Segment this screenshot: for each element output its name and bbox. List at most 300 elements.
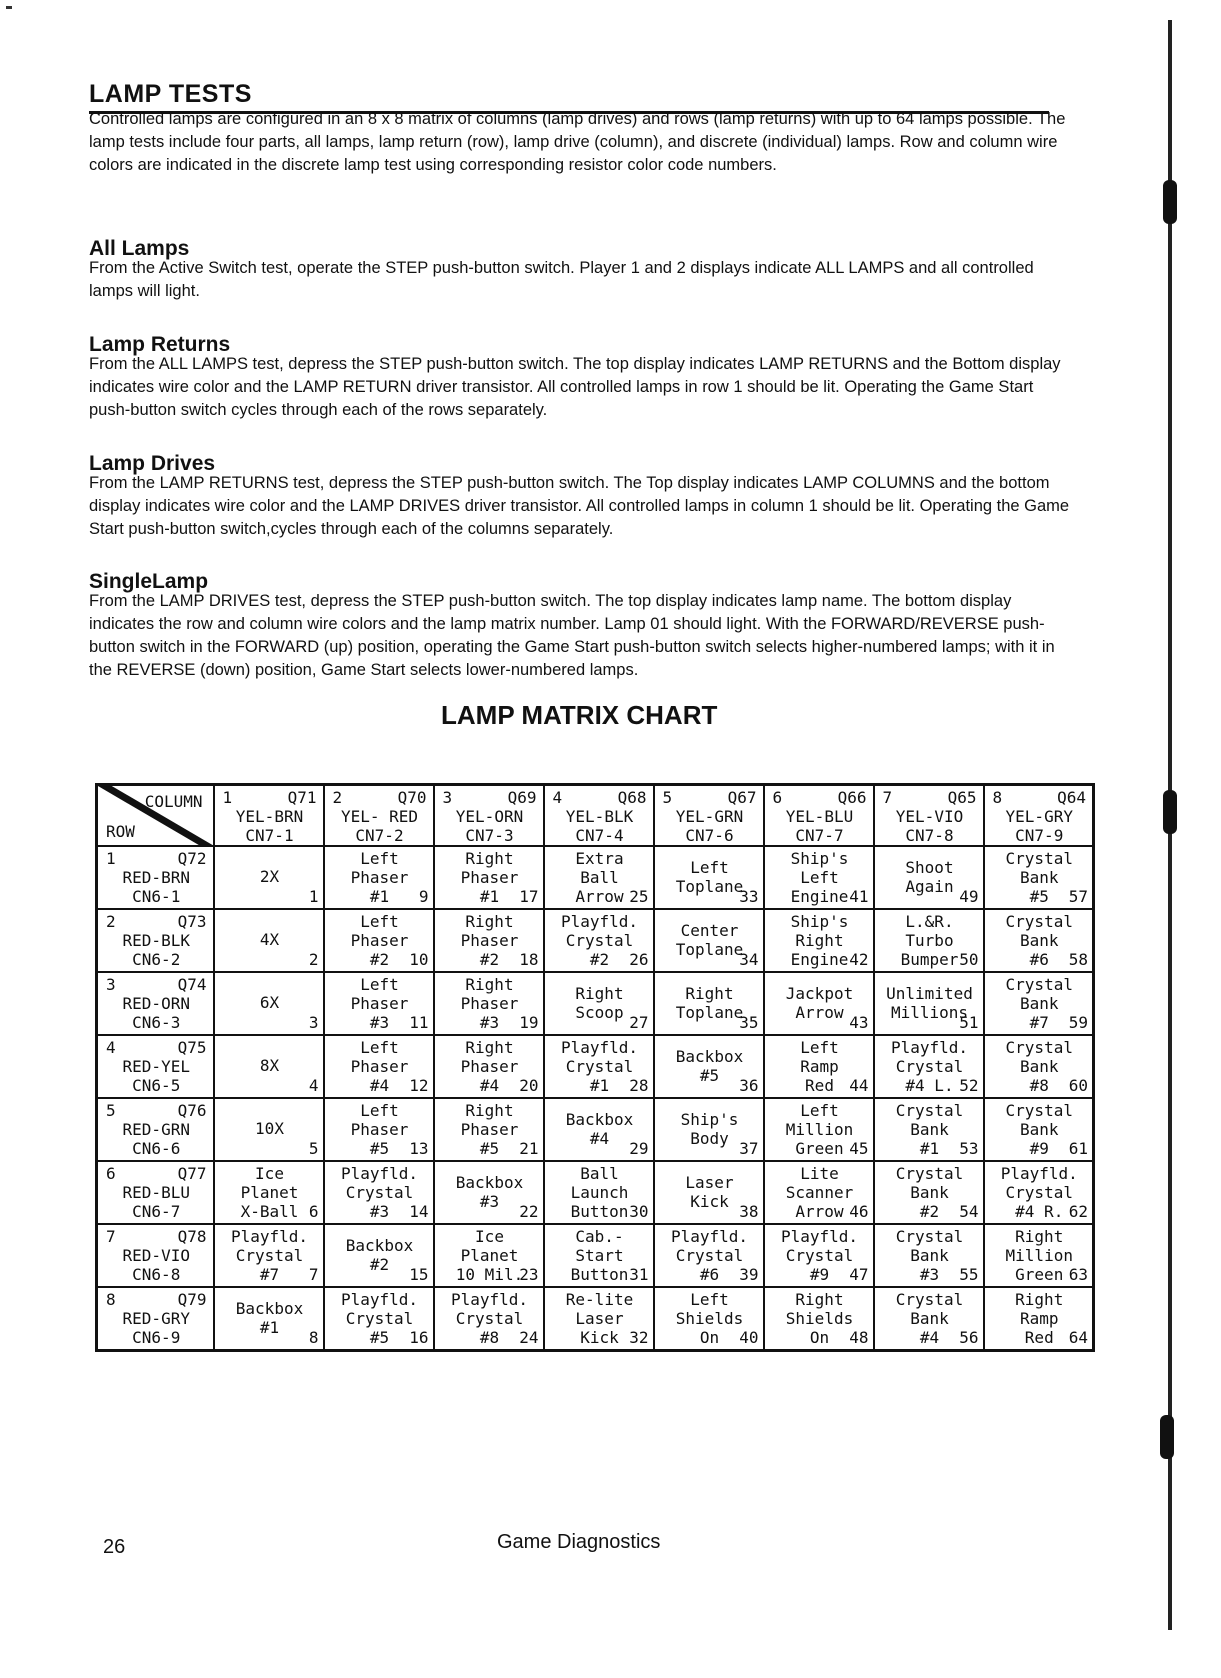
lamp-cell <box>654 846 764 909</box>
column-header-top <box>883 788 977 807</box>
column-connector: CN7-6 <box>685 826 734 845</box>
column-header-top <box>223 788 317 807</box>
lamp-name-line: Button <box>570 1265 629 1284</box>
lamp-name-line: Crystal <box>675 1246 744 1265</box>
column-wire-color: YEL-BLU <box>785 807 854 826</box>
lamp-name-line: Extra <box>575 849 624 868</box>
lamp-name-line: Ship's <box>790 849 849 868</box>
row-connector: CN6-3 <box>132 1013 181 1032</box>
lamp-cell <box>214 1035 324 1098</box>
column-transistor: Q66 <box>837 788 867 807</box>
lamp-name-line: #5 <box>1029 887 1049 906</box>
row-transistor: Q79 <box>177 1290 207 1309</box>
column-transistor: Q71 <box>287 788 317 807</box>
lamp-number: 51 <box>959 1013 979 1032</box>
row-header-cell <box>97 1161 214 1224</box>
lamp-number: 53 <box>959 1139 979 1158</box>
lamp-name-line: #6 <box>699 1265 720 1284</box>
lamp-cell <box>434 1224 544 1287</box>
lamp-name-line: #4 L. <box>905 1076 954 1095</box>
column-transistor: Q65 <box>947 788 977 807</box>
lamp-name-line: #4 <box>589 1129 610 1148</box>
lamp-number: 8 <box>308 1328 319 1347</box>
lamp-name-line: Phaser <box>350 1057 409 1076</box>
lamp-cell <box>764 846 874 909</box>
corner-column-label: COLUMN <box>144 792 203 811</box>
row-header-top <box>106 912 207 931</box>
row-wire-color: RED-VIO <box>122 1246 190 1265</box>
lamp-number: 10 <box>409 950 429 969</box>
lamp-name-line: Phaser <box>460 931 519 950</box>
lamp-name-line: #7 <box>1029 1013 1049 1032</box>
lamp-name-line: Right <box>465 1101 514 1120</box>
lamp-name-line: 2X <box>259 867 280 886</box>
column-header-cell <box>984 785 1094 847</box>
row-wire-color: RED-GRY <box>122 1309 190 1328</box>
lamp-number: 55 <box>959 1265 979 1284</box>
lamp-cell <box>874 972 984 1035</box>
lamp-name-line: Button <box>570 1202 629 1221</box>
lamp-cell <box>324 1098 434 1161</box>
lamp-name-line: Crystal <box>1005 1038 1073 1057</box>
column-number: 5 <box>662 788 673 807</box>
lamp-drives-heading: Lamp Drives <box>89 452 216 475</box>
row-wire-color: RED-BLK <box>122 931 190 950</box>
lamp-number: 48 <box>849 1328 869 1347</box>
lamp-number: 57 <box>1068 887 1088 906</box>
lamp-name-line: Crystal <box>895 1290 964 1309</box>
lamp-name-line: Cab.- <box>575 1227 624 1246</box>
lamp-name-line: 6X <box>259 993 280 1012</box>
lamp-name-line: Phaser <box>350 1120 409 1139</box>
lamp-number: 47 <box>849 1265 869 1284</box>
row-header-top <box>106 975 207 994</box>
lamp-number: 29 <box>629 1139 649 1158</box>
column-transistor: Q64 <box>1057 788 1086 807</box>
lamp-number: 62 <box>1068 1202 1088 1221</box>
lamp-cell <box>654 1287 764 1351</box>
lamp-cell <box>764 909 874 972</box>
lamp-name-line: Crystal <box>345 1183 414 1202</box>
lamp-name-line: #4 R. <box>1015 1202 1064 1221</box>
lamp-cell <box>984 1098 1094 1161</box>
lamp-cell <box>874 1224 984 1287</box>
lamp-name-line: Re-lite <box>565 1290 634 1309</box>
lamp-number: 6 <box>308 1202 319 1221</box>
column-number: 3 <box>442 788 453 807</box>
lamp-cell <box>984 846 1094 909</box>
column-wire-color: YEL-GRN <box>675 807 744 826</box>
lamp-name-line: Backbox <box>345 1236 414 1255</box>
lamp-name-line: Ramp <box>1019 1309 1059 1328</box>
column-header-top <box>663 788 757 807</box>
lamp-cell <box>764 1035 874 1098</box>
column-header-top <box>443 788 537 807</box>
lamp-number: 45 <box>849 1139 869 1158</box>
column-header-top <box>993 788 1087 807</box>
row-connector: CN6-7 <box>132 1202 181 1221</box>
row-number: 4 <box>106 1038 116 1057</box>
lamp-name-line: Ice <box>475 1227 504 1246</box>
lamp-name-line: #9 <box>809 1265 830 1284</box>
lamp-name-line: #2 <box>369 1255 390 1274</box>
lamp-name-line: Phaser <box>460 868 519 887</box>
lamp-name-line: Crystal <box>1005 1101 1073 1120</box>
lamp-name-line: Arrow <box>795 1202 844 1221</box>
lamp-number: 36 <box>739 1076 759 1095</box>
lamp-number: 4 <box>308 1076 319 1095</box>
lamp-name-line: Again <box>905 877 954 896</box>
lamp-name-line: Bank <box>1019 1057 1059 1076</box>
lamp-cell <box>544 1287 654 1351</box>
lamp-cell <box>434 1035 544 1098</box>
lamp-name-line: Ball <box>580 1164 619 1183</box>
row-header-top <box>106 1101 207 1120</box>
lamp-name-line: Green <box>1015 1265 1064 1284</box>
lamp-name-line: #7 <box>259 1265 280 1284</box>
lamp-name-line: Bank <box>910 1120 949 1139</box>
column-wire-color: YEL-BLK <box>565 807 634 826</box>
lamp-cell <box>654 1161 764 1224</box>
matrix-corner-cell <box>97 785 214 847</box>
lamp-name-line: Bank <box>910 1183 949 1202</box>
corner-row-label: ROW <box>106 822 135 841</box>
lamp-name-line: Playfld. <box>230 1227 309 1246</box>
row-transistor: Q72 <box>177 849 207 868</box>
column-header-cell <box>544 785 654 847</box>
lamp-name-line: Phaser <box>350 994 409 1013</box>
lamp-cell <box>544 846 654 909</box>
lamp-name-line: Center <box>680 921 739 940</box>
lamp-cell <box>544 909 654 972</box>
lamp-number: 63 <box>1068 1265 1088 1284</box>
lamp-name-line: Toplane <box>675 940 744 959</box>
lamp-name-line: Left <box>360 1038 399 1057</box>
lamp-cell <box>434 1098 544 1161</box>
lamp-name-line: Left <box>800 1101 839 1120</box>
lamp-name-line: Crystal <box>235 1246 304 1265</box>
lamp-name-line: Right <box>685 984 734 1003</box>
lamp-name-line: #3 <box>919 1265 940 1284</box>
lamp-cell <box>434 909 544 972</box>
lamp-cell <box>984 972 1094 1035</box>
lamp-cell <box>984 909 1094 972</box>
row-wire-color: RED-BLU <box>122 1183 190 1202</box>
matrix-row <box>97 1161 1094 1224</box>
lamp-name-line: Shields <box>675 1309 744 1328</box>
lamp-cell <box>874 1287 984 1351</box>
row-header-top <box>106 1164 207 1183</box>
lamp-cell <box>214 846 324 909</box>
row-connector: CN6-2 <box>132 950 181 969</box>
column-number: 6 <box>772 788 783 807</box>
intro-paragraph: Controlled lamps are configured in an 8 x 8 matrix of columns (lamp drives) and rows (lamp returns) with up to 64 lamps possible. The lamp tests include four parts, all lamps, lamp return (row), lamp drive (column), and discrete (individual) lamps. Row and column wire colors are indicated in the discrete lamp test using corresponding resistor color code numbers. <box>89 110 1066 174</box>
scan-speck <box>6 6 12 9</box>
column-transistor: Q70 <box>397 788 427 807</box>
lamp-number: 41 <box>849 887 869 906</box>
matrix-row <box>97 909 1094 972</box>
row-transistor: Q75 <box>177 1038 207 1057</box>
lamp-name-line: Playfld. <box>890 1038 969 1057</box>
lamp-number: 38 <box>739 1202 759 1221</box>
lamp-name-line: #2 <box>589 950 610 969</box>
row-header-cell <box>97 1287 214 1351</box>
lamp-name-line: Crystal <box>1005 912 1073 931</box>
column-connector: CN7-9 <box>1015 826 1064 845</box>
single-lamp-text: From the LAMP DRIVES test, depress the STEP push-button switch. The top display indicates lamp name. The bottom display indicates the row and column wire colors and the lamp matrix number. Lamp 01 should light. With the FORWARD/REVERSE push-button switch in the FORWARD (up) position, operating the Game Start push-button switch selects higher-numbered lamps; with it in the REVERSE (down) position, Game Start selects lower-numbered lamps. <box>89 592 1055 679</box>
row-wire-color: RED-GRN <box>122 1120 190 1139</box>
lamp-number: 3 <box>308 1013 319 1032</box>
lamp-name-line: Arrow <box>795 1003 844 1022</box>
lamp-cell <box>984 1035 1094 1098</box>
lamp-name-line: Unlimited <box>886 984 973 1003</box>
lamp-number: 46 <box>849 1202 869 1221</box>
lamp-number: 19 <box>519 1013 539 1032</box>
lamp-name-line: 8X <box>259 1056 280 1075</box>
lamp-name-line: Right <box>465 1038 514 1057</box>
row-transistor: Q77 <box>177 1164 207 1183</box>
lamp-name-line: 10 Mil. <box>455 1265 524 1284</box>
lamp-name-line: #6 <box>1029 950 1049 969</box>
lamp-name-line: Bank <box>1019 931 1059 950</box>
row-header-top <box>106 1290 207 1309</box>
lamp-name-line: #8 <box>479 1328 500 1347</box>
lamp-name-line: Playfld. <box>780 1227 859 1246</box>
column-header-cell <box>764 785 874 847</box>
lamp-name-line: Crystal <box>1005 1183 1073 1202</box>
lamp-number: 13 <box>409 1139 429 1158</box>
column-transistor: Q67 <box>727 788 757 807</box>
row-header-cell <box>97 972 214 1035</box>
lamp-number: 27 <box>629 1013 649 1032</box>
lamp-name-line: Left <box>360 1101 399 1120</box>
lamp-number: 64 <box>1068 1328 1088 1347</box>
lamp-returns-text: From the ALL LAMPS test, depress the STEP push-button switch. The top display indicates LAMP RETURNS and the Bottom display indicates wire color and the LAMP RETURN driver transistor. All controlled lamps in row 1 should be lit. Operating the Game Start push-button switch cycles through each of the rows separately. <box>89 355 1061 419</box>
row-connector: CN6-6 <box>132 1139 181 1158</box>
lamp-cell <box>874 846 984 909</box>
binding-mark <box>1160 1415 1174 1459</box>
lamp-cell <box>214 1224 324 1287</box>
lamp-name-line: Playfld. <box>560 1038 639 1057</box>
binding-mark <box>1163 790 1177 834</box>
lamp-name-line: On <box>809 1328 830 1347</box>
lamp-name-line: Right <box>1015 1290 1064 1309</box>
column-number: 4 <box>552 788 563 807</box>
lamp-number: 18 <box>519 950 539 969</box>
column-header-top <box>553 788 647 807</box>
column-header-cell <box>654 785 764 847</box>
lamp-number: 49 <box>959 887 979 906</box>
matrix-header-row <box>97 785 1094 847</box>
lamp-cell <box>324 1161 434 1224</box>
lamp-number: 30 <box>629 1202 649 1221</box>
lamp-name-line: Phaser <box>350 868 409 887</box>
lamp-name-line: Bank <box>910 1246 949 1265</box>
all-lamps-heading: All Lamps <box>89 237 190 260</box>
lamp-name-line: Bank <box>1019 1120 1059 1139</box>
lamp-number: 56 <box>959 1328 979 1347</box>
matrix-row <box>97 972 1094 1035</box>
lamp-cell <box>214 972 324 1035</box>
lamp-name-line: #2 <box>919 1202 940 1221</box>
column-header-cell <box>214 785 324 847</box>
lamp-cell <box>434 1161 544 1224</box>
lamp-name-line: Playfld. <box>340 1290 419 1309</box>
lamp-name-line: Left <box>690 858 729 877</box>
lamp-name-line: Ice <box>255 1164 284 1183</box>
lamp-name-line: #5 <box>479 1139 500 1158</box>
matrix-row <box>97 846 1094 909</box>
lamp-name-line: X-Ball <box>240 1202 299 1221</box>
column-connector: CN7-4 <box>575 826 624 845</box>
row-wire-color: RED-ORN <box>122 994 190 1013</box>
lamp-name-line: Playfld. <box>340 1164 419 1183</box>
column-connector: CN7-7 <box>795 826 844 845</box>
lamp-cell <box>874 1161 984 1224</box>
lamp-name-line: #1 <box>589 1076 610 1095</box>
lamp-name-line: Crystal <box>565 1057 634 1076</box>
lamp-name-line: #1 <box>369 887 390 906</box>
lamp-cell <box>544 1035 654 1098</box>
lamp-name-line: Scoop <box>575 1003 624 1022</box>
lamp-name-line: Crystal <box>895 1101 964 1120</box>
lamp-name-line: Bank <box>1019 994 1059 1013</box>
lamp-name-line: #1 <box>259 1318 280 1337</box>
row-transistor: Q73 <box>177 912 207 931</box>
column-wire-color: YEL-GRY <box>1005 807 1073 826</box>
lamp-name-line: Left <box>800 868 839 887</box>
lamp-number: 39 <box>739 1265 759 1284</box>
lamp-name-line: Shoot <box>905 858 954 877</box>
lamp-number: 23 <box>519 1265 539 1284</box>
lamp-name-line: Millions <box>890 1003 969 1022</box>
lamp-number: 33 <box>739 887 759 906</box>
column-header-cell <box>324 785 434 847</box>
row-transistor: Q78 <box>177 1227 207 1246</box>
lamp-name-line: Phaser <box>460 1120 519 1139</box>
lamp-number: 28 <box>629 1076 649 1095</box>
row-header-cell <box>97 1098 214 1161</box>
column-header-cell <box>434 785 544 847</box>
lamp-name-line: Shields <box>785 1309 854 1328</box>
row-header-top <box>106 849 207 868</box>
lamp-name-line: On <box>699 1328 720 1347</box>
lamp-name-line: Bumper <box>900 950 959 969</box>
row-transistor: Q74 <box>177 975 207 994</box>
lamp-name-line: Left <box>360 849 399 868</box>
lamp-name-line: Ramp <box>800 1057 839 1076</box>
row-header-cell <box>97 909 214 972</box>
lamp-number: 9 <box>418 887 429 906</box>
lamp-name-line: Million <box>1005 1246 1073 1265</box>
lamp-name-line: Bank <box>1019 868 1059 887</box>
lamp-number: 34 <box>739 950 759 969</box>
column-connector: CN7-1 <box>245 826 294 845</box>
lamp-cell <box>654 1098 764 1161</box>
lamp-cell <box>434 1287 544 1351</box>
all-lamps-text: From the Active Switch test, operate the STEP push-button switch. Player 1 and 2 displays indicate ALL LAMPS and all controlled lamps will light. <box>89 259 1034 300</box>
lamp-name-line: #3 <box>369 1202 390 1221</box>
lamp-name-line: Planet <box>460 1246 519 1265</box>
lamp-cell <box>654 972 764 1035</box>
lamp-number: 61 <box>1068 1139 1088 1158</box>
lamp-cell <box>654 1224 764 1287</box>
lamp-number: 43 <box>849 1013 869 1032</box>
lamp-number: 11 <box>409 1013 429 1032</box>
row-header-cell <box>97 1224 214 1287</box>
row-connector: CN6-5 <box>132 1076 181 1095</box>
lamp-name-line: Right <box>465 975 514 994</box>
lamp-name-line: 10X <box>255 1119 284 1138</box>
lamp-name-line: Ship's <box>680 1110 739 1129</box>
lamp-cell <box>324 1035 434 1098</box>
lamp-name-line: Laser <box>685 1173 734 1192</box>
lamp-name-line: Engine <box>790 887 849 906</box>
lamp-name-line: Right <box>795 1290 844 1309</box>
lamp-cell <box>544 1098 654 1161</box>
lamp-name-line: #9 <box>1029 1139 1049 1158</box>
lamp-cell <box>214 1287 324 1351</box>
row-number: 3 <box>106 975 116 994</box>
lamp-cell <box>654 1035 764 1098</box>
column-number: 2 <box>332 788 343 807</box>
lamp-name-line: Right <box>795 931 844 950</box>
lamp-name-line: Crystal <box>1005 975 1073 994</box>
lamp-name-line: Red <box>1024 1328 1054 1347</box>
lamp-name-line: #4 <box>479 1076 500 1095</box>
lamp-name-line: #5 <box>369 1328 390 1347</box>
lamp-name-line: Playfld. <box>560 912 639 931</box>
column-wire-color: YEL- RED <box>340 807 419 826</box>
column-header-cell <box>874 785 984 847</box>
lamp-name-line: Right <box>1015 1227 1064 1246</box>
lamp-name-line: #1 <box>479 887 500 906</box>
lamp-name-line: Kick <box>580 1328 619 1347</box>
footer-section-title: Game Diagnostics <box>497 1531 661 1553</box>
column-connector: CN7-2 <box>355 826 404 845</box>
lamp-name-line: #3 <box>479 1192 500 1211</box>
lamp-name-line: Left <box>360 912 399 931</box>
lamp-name-line: Left <box>800 1038 839 1057</box>
lamp-number: 21 <box>519 1139 539 1158</box>
lamp-name-line: #8 <box>1029 1076 1049 1095</box>
row-number: 2 <box>106 912 116 931</box>
lamp-cell <box>544 972 654 1035</box>
lamp-number: 16 <box>409 1328 429 1347</box>
row-header-cell <box>97 1035 214 1098</box>
lamp-number: 5 <box>308 1139 319 1158</box>
lamp-number: 37 <box>739 1139 759 1158</box>
lamp-cell <box>324 1287 434 1351</box>
column-header-top <box>333 788 427 807</box>
lamp-cell <box>984 1161 1094 1224</box>
row-transistor: Q76 <box>177 1101 207 1120</box>
row-wire-color: RED-YEL <box>122 1057 190 1076</box>
lamp-cell <box>984 1224 1094 1287</box>
lamp-cell <box>764 1098 874 1161</box>
lamp-name-line: #5 <box>699 1066 720 1085</box>
row-number: 6 <box>106 1164 116 1183</box>
lamp-number: 35 <box>739 1013 759 1032</box>
lamp-name-line: Red <box>805 1076 834 1095</box>
column-number: 7 <box>882 788 893 807</box>
column-wire-color: YEL-BRN <box>235 807 304 826</box>
lamp-number: 20 <box>519 1076 539 1095</box>
lamp-name-line: Playfld. <box>1000 1164 1078 1183</box>
column-wire-color: YEL-ORN <box>455 807 524 826</box>
lamp-name-line: #2 <box>369 950 390 969</box>
page-title: LAMP TESTS <box>89 80 1049 114</box>
